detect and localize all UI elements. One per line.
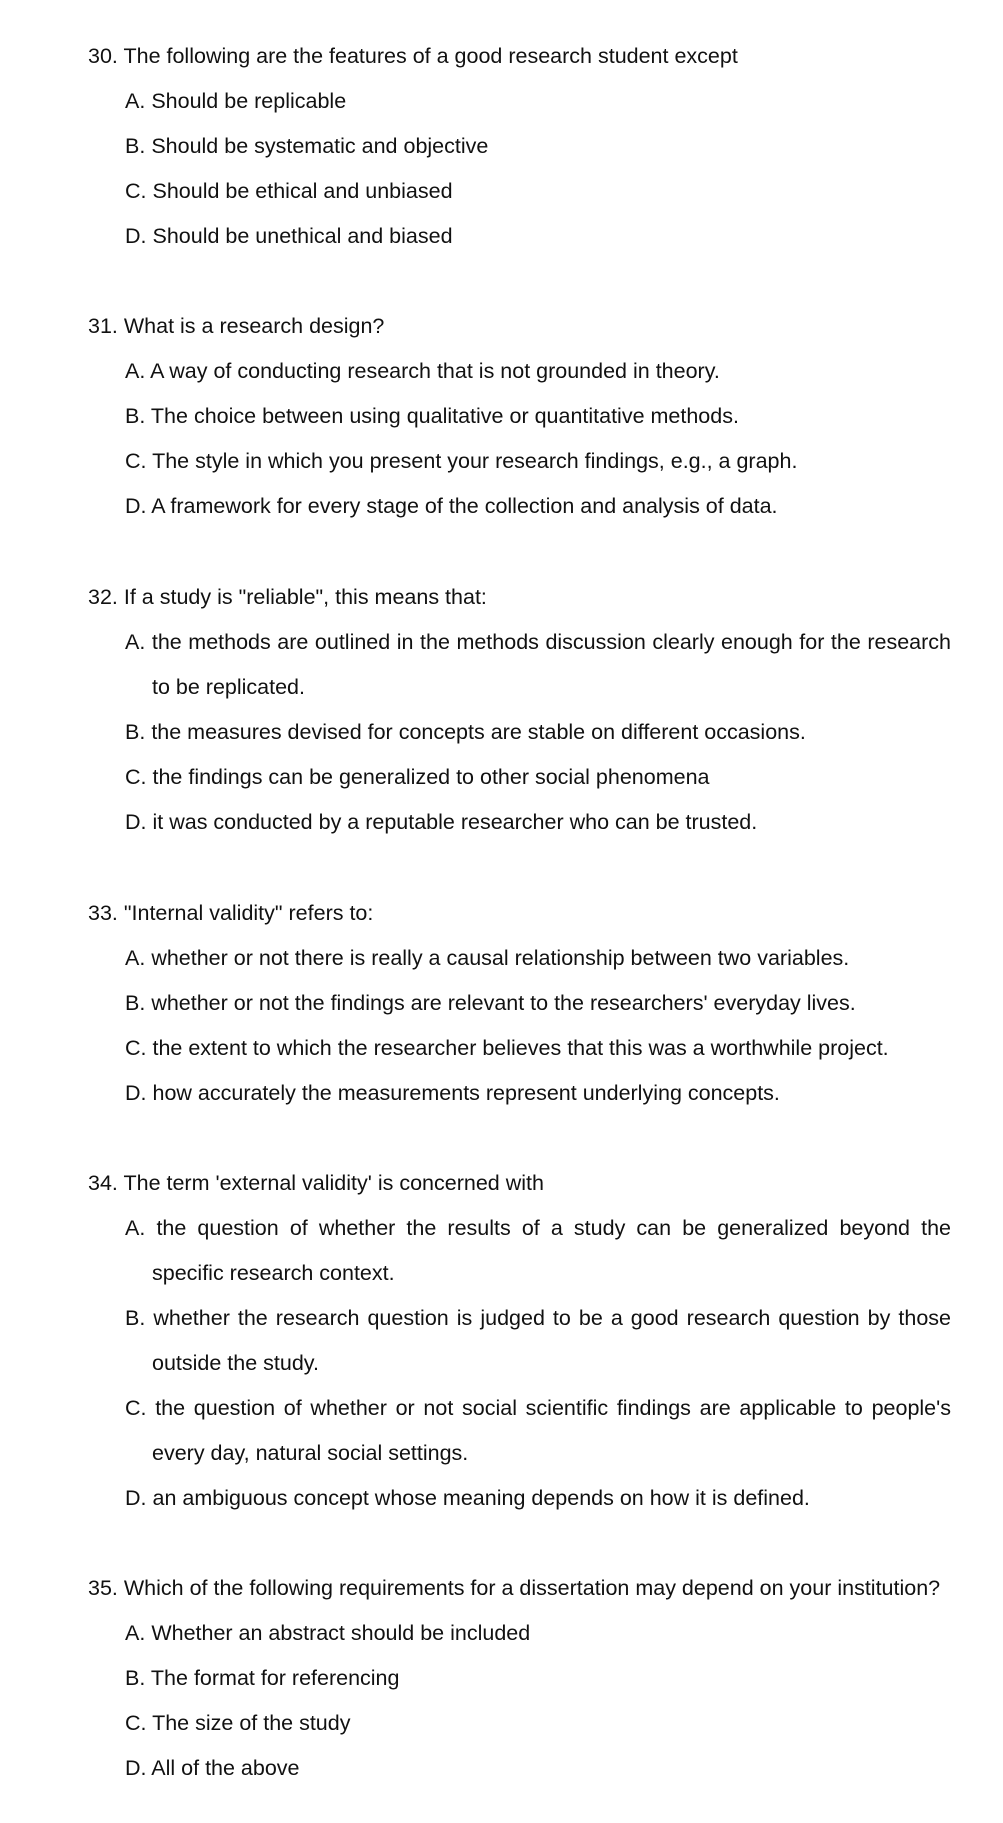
option-d <box>125 484 951 529</box>
option-text: the findings can be generalized to other social phenomena <box>152 765 710 789</box>
question-text: "Internal validity" refers to: <box>123 901 374 925</box>
option-text: All of the above <box>151 1756 300 1780</box>
question-text: The following are the features of a good research student except <box>123 44 738 68</box>
option-c <box>125 1701 951 1746</box>
option-text: The format for referencing <box>150 1666 400 1690</box>
option-text: Should be replicable <box>151 89 347 113</box>
option-letter: B. <box>125 1306 146 1330</box>
option-letter: C. <box>125 1711 147 1735</box>
option-c <box>125 1386 951 1476</box>
option-letter: B. <box>125 404 146 428</box>
question-30 <box>88 34 978 259</box>
option-b <box>125 981 951 1026</box>
option-letter: A. <box>125 89 146 113</box>
option-text: The choice between using qualitative or quantitative methods. <box>150 404 739 428</box>
option-text: whether the research question is judged to be a good research question by those outside the study. <box>152 1306 951 1375</box>
option-c <box>125 755 951 800</box>
question-number: 35. <box>88 1576 118 1600</box>
option-d <box>125 1071 951 1116</box>
option-letter: C. <box>125 179 147 203</box>
option-a <box>125 620 951 710</box>
option-b <box>125 710 951 755</box>
option-text: the question of whether or not social scientific findings are applicable to people's every day, natural social settings. <box>152 1396 951 1465</box>
question-text: What is a research design? <box>123 314 385 338</box>
question-title <box>88 575 978 620</box>
option-c <box>125 169 951 214</box>
option-text: whether or not the findings are relevant to the researchers' everyday lives. <box>151 991 856 1015</box>
option-letter: C. <box>125 1396 147 1420</box>
option-letter: B. <box>125 134 146 158</box>
option-letter: D. <box>125 1081 147 1105</box>
question-34 <box>88 1161 978 1521</box>
question-number: 34. <box>88 1171 118 1195</box>
option-text: Should be unethical and biased <box>152 224 453 248</box>
option-c <box>125 1026 951 1071</box>
option-text: how accurately the measurements represent underlying concepts. <box>152 1081 780 1105</box>
option-letter: D. <box>125 1486 147 1510</box>
option-text: the methods are outlined in the methods discussion clearly enough for the research to be replicated. <box>151 630 951 699</box>
question-title <box>88 1566 978 1611</box>
option-text: an ambiguous concept whose meaning depends on how it is defined. <box>152 1486 810 1510</box>
option-letter: A. <box>125 946 146 970</box>
option-d <box>125 214 951 259</box>
option-letter: D. <box>125 810 147 834</box>
option-letter: D. <box>125 224 147 248</box>
question-35 <box>88 1566 978 1791</box>
question-title <box>88 304 978 349</box>
option-b <box>125 1296 951 1386</box>
option-text: the question of whether the results of a study can be generalized beyond the specific research context. <box>152 1216 951 1285</box>
option-text: The size of the study <box>152 1711 351 1735</box>
option-text: the extent to which the researcher believes that this was a worthwhile project. <box>152 1036 889 1060</box>
option-a <box>125 1611 951 1656</box>
option-text: A framework for every stage of the collection and analysis of data. <box>151 494 778 518</box>
question-31 <box>88 304 978 529</box>
question-text: Which of the following requirements for a dissertation may depend on your institution? <box>123 1576 941 1600</box>
option-text: The style in which you present your research findings, e.g., a graph. <box>152 449 798 473</box>
option-letter: C. <box>125 1036 147 1060</box>
option-b <box>125 394 951 439</box>
option-d <box>125 1476 951 1521</box>
option-c <box>125 439 951 484</box>
option-letter: C. <box>125 449 147 473</box>
option-a <box>125 349 951 394</box>
question-title <box>88 34 978 79</box>
question-number: 30. <box>88 44 118 68</box>
option-d <box>125 1746 951 1791</box>
option-a <box>125 79 951 124</box>
option-letter: C. <box>125 765 147 789</box>
option-letter: B. <box>125 1666 146 1690</box>
option-letter: A. <box>125 359 146 383</box>
option-text: Should be ethical and unbiased <box>152 179 453 203</box>
question-number: 33. <box>88 901 118 925</box>
option-letter: D. <box>125 494 147 518</box>
option-d <box>125 800 951 845</box>
option-text: Should be systematic and objective <box>151 134 489 158</box>
option-letter: B. <box>125 720 146 744</box>
option-letter: A. <box>125 1621 146 1645</box>
question-text: The term 'external validity' is concerned with <box>123 1171 544 1195</box>
question-title <box>88 891 978 936</box>
option-text: the measures devised for concepts are stable on different occasions. <box>151 720 806 744</box>
option-text: it was conducted by a reputable researcher who can be trusted. <box>152 810 758 834</box>
option-letter: A. <box>125 630 146 654</box>
option-text: Whether an abstract should be included <box>151 1621 531 1645</box>
option-letter: D. <box>125 1756 147 1780</box>
option-text: A way of conducting research that is not grounded in theory. <box>150 359 720 383</box>
question-text: If a study is "reliable", this means that: <box>123 585 487 609</box>
option-a <box>125 1206 951 1296</box>
question-33 <box>88 891 978 1116</box>
question-32 <box>88 575 978 845</box>
option-letter: A. <box>125 1216 146 1240</box>
option-letter: B. <box>125 991 146 1015</box>
option-b <box>125 1656 951 1701</box>
question-title <box>88 1161 978 1206</box>
option-b <box>125 124 951 169</box>
question-number: 32. <box>88 585 118 609</box>
option-text: whether or not there is really a causal relationship between two variables. <box>151 946 850 970</box>
question-number: 31. <box>88 314 118 338</box>
option-a <box>125 936 951 981</box>
